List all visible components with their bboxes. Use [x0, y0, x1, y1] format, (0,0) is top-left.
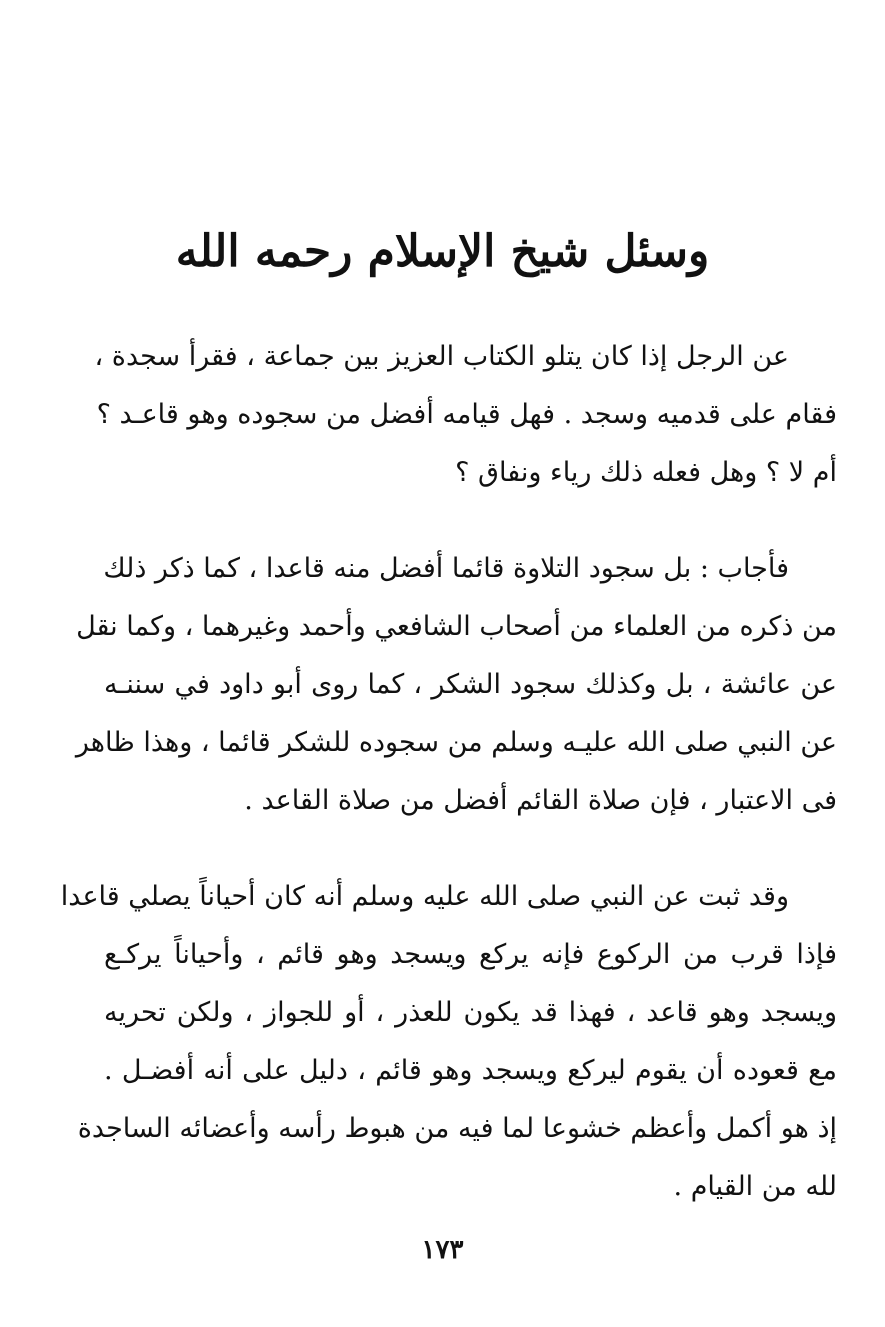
text-line: عن الرجل إذا كان يتلو الكتاب العزيز بين جماعة ، فقرأ سجدة ، — [94, 341, 789, 372]
text-line: عن عائشة ، بل وكذلك سجود الشكر ، كما روى أبو داود في سننـه — [104, 669, 837, 700]
text-line: فى الاعتبار ، فإن صلاة القائم أفضل من صلاة القاعد . — [244, 785, 837, 816]
text-line: فأجاب : بل سجود التلاوة قائما أفضل منه قاعدا ، كما ذكر ذلك — [103, 553, 789, 584]
text-line: فقام على قدميه وسجد . فهل قيامه أفضل من سجوده وهو قاعـد ؟ — [96, 399, 837, 430]
text-line: لله من القيام . — [673, 1171, 837, 1202]
answer-paragraph — [75, 540, 837, 830]
text-line: عن النبي صلى الله عليـه وسلم من سجوده للشكر قائما ، وهذا ظاهر — [75, 727, 837, 758]
page-number: ١٧٣ — [421, 1235, 464, 1265]
text-line: من ذكره من العلماء من أصحاب الشافعي وأحمد وغيرهما ، وكما نقل — [76, 611, 837, 642]
evidence-paragraph — [60, 868, 837, 1216]
text-line: أم لا ؟ وهل فعله ذلك رياء ونفاق ؟ — [455, 457, 837, 488]
text-line: فإذا قرب من الركوع فإنه يركع ويسجد وهو قائم ، وأحياناً يركـع — [104, 939, 837, 970]
text-line: إذ هو أكمل وأعظم خشوعا لما فيه من هبوط رأسه وأعضائه الساجدة — [77, 1113, 837, 1144]
text-line: ويسجد وهو قاعد ، فهذا قد يكون للعذر ، أو للجواز ، ولكن تحريه — [104, 997, 837, 1028]
question-paragraph — [94, 328, 837, 502]
text-line: وقد ثبت عن النبي صلى الله عليه وسلم أنه كان أحياناً يصلي قاعدا — [60, 881, 789, 912]
text-line: مع قعوده أن يقوم ليركع ويسجد وهو قائم ، دليل على أنه أفضـل . — [104, 1055, 837, 1086]
section-heading: وسئل شيخ الإسلام رحمه الله — [175, 226, 710, 277]
